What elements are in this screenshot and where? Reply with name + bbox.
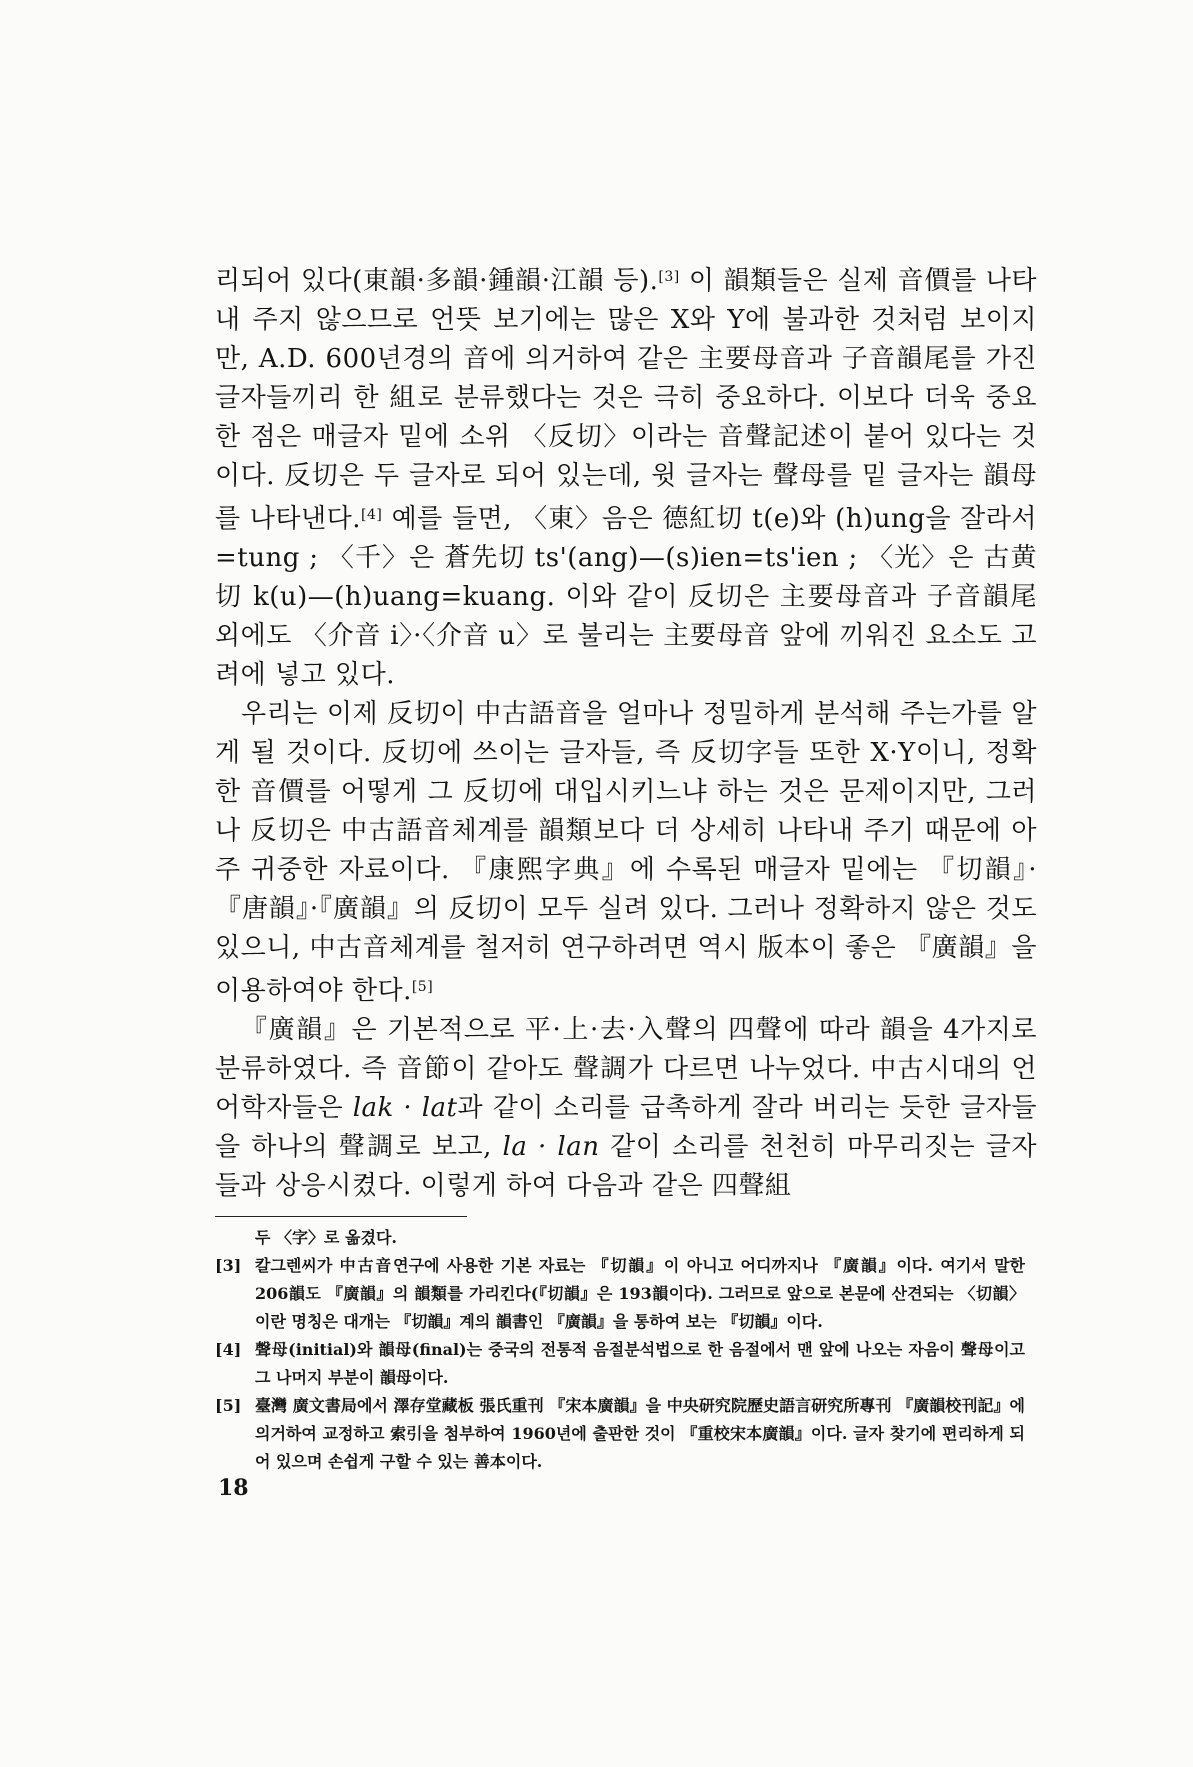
footnote-3 bbox=[215, 1252, 1025, 1336]
paragraph-3-text-c: 같이 소리를 천천히 마무리짓는 글자들과 상응시켰다. 이렇게 하여 다음과 같은 四聲組 bbox=[215, 1132, 1038, 1201]
paragraph-3 bbox=[215, 1011, 1037, 1206]
footnote-mark-3: [3] bbox=[215, 1256, 242, 1275]
footnote-mark-4: [4] bbox=[215, 1340, 242, 1359]
footnote-text-4: 聲母(initial)와 韻母(final)는 중국의 전통적 음절분석법으로 한 음절에서 맨 앞에 나오는 자음이 聲母이고 그 나머지 부분이 韻母이다. bbox=[255, 1340, 1025, 1387]
paragraph-1 bbox=[215, 258, 1037, 695]
paragraph-1-text-a: 리되어 있다(東韻·多韻·鍾韻·江韻 등). bbox=[215, 266, 659, 296]
page-number: 18 bbox=[218, 1475, 249, 1501]
footnote-ref-3: [3] bbox=[658, 269, 680, 285]
footnotes bbox=[215, 1224, 1025, 1476]
paragraph-3-text-a: 『廣韻』은 기본적으로 平·上·去·入聲의 四聲에 따라 韻을 4가지로 분류하였다. 즉 音節이 같아도 聲調가 다르면 나누었다. 中古시대의 언어학자들은 bbox=[215, 1015, 1037, 1123]
example-la-lan: la · lan bbox=[502, 1132, 600, 1162]
footnote-text-5: 臺灣 廣文書局에서 澤存堂藏板 張氏重刊 『宋本廣韻』을 中央研究院歷史語言研究所專刊 『廣韻校刊記』에 의거하여 교정하고 索引을 첨부하여 1960년에 출판한 것이 『重校宋本廣韻』이다. 글자 찾기에 편리하게 되어 있으며 손쉽게 구할 수 있는 善本이다. bbox=[255, 1396, 1025, 1471]
footnote-ref-5: [5] bbox=[411, 979, 434, 995]
footnote-continuation: 두 〈字〉로 옮겼다. bbox=[255, 1228, 397, 1247]
example-lak-lat: lak · lat bbox=[352, 1093, 458, 1123]
footnote-separator bbox=[215, 1216, 467, 1217]
paragraph-2-text: 우리는 이제 反切이 中古語音을 얼마나 정밀하게 분석해 주는가를 알게 될 것이다. 反切에 쓰이는 글자들, 즉 反切字들 또한 X·Y이니, 정확한 音價를 어떻게 그 反切에 대입시키느냐 하는 것은 문제이지만, 그러나 反切은 中古語音체계를 韻類보다 더 상세히 나타내 주기 때문에 아주 귀중한 자료이다. 『康熙字典』에 수록된 매글자 밑에는 『切韻』·『唐韻』·『廣韻』의 反切이 모두 실려 있다. 그러나 정확하지 않은 것도 있으니, 中古音체계를 철저히 연구하려면 역시 版本이 좋은 『廣韻』을 이용하여야 한다. bbox=[215, 699, 1037, 1006]
footnote-4 bbox=[215, 1336, 1025, 1392]
footnote-mark-5: [5] bbox=[215, 1396, 242, 1415]
footnote-text-3: 칼그렌씨가 中古音연구에 사용한 기본 자료는 『切韻』이 아니고 어디까지나 『廣韻』이다. 여기서 말한 206韻도 『廣韻』의 韻類를 가리킨다(『切韻』은 193韻이다). 그러므로 앞으로 본문에 산견되는 〈切韻〉이란 명칭은 대개는 『切韻』계의 韻書인 『廣韻』을 통하여 보는 『切韻』이다. bbox=[255, 1256, 1025, 1331]
paragraph-3-text-b: 과 같이 소리를 급촉하게 잘라 버리는 듯한 글자들을 하나의 聲調로 보고, bbox=[215, 1093, 1037, 1162]
body-text bbox=[215, 258, 1037, 1206]
footnote-5 bbox=[215, 1392, 1025, 1476]
paragraph-2 bbox=[215, 695, 1037, 1011]
paragraph-1-text-c: 예를 들면, 〈東〉음은 德紅切 t(e)와 (h)ung을 잘라서=tung ; 〈千〉은 蒼先切 ts'(ang)—(s)ien=ts'ien ; 〈光〉은 古黄切 k(u)—(h)uang=kuang. 이와 같이 反切은 主要母音과 子音韻尾 외에도 〈介音 i〉·〈介音 u〉로 불리는 主要母音 앞에 끼워진 요소도 고려에 넣고 있다. bbox=[215, 504, 1037, 690]
paragraph-1-text-b: 이 韻類들은 실제 音價를 나타내 주지 않으므로 언뜻 보기에는 많은 X와 Y에 불과한 것처럼 보이지만, A.D. 600년경의 音에 의거하여 같은 主要母音과 子音韻尾를 가진 글자들끼리 한 組로 분류했다는 것은 극히 중요하다. 이보다 더욱 중요한 점은 매글자 밑에 소위 〈反切〉이라는 音聲記述이 붙어 있다는 것이다. 反切은 두 글자로 되어 있는데, 윗 글자는 聲母를 밑 글자는 韻母를 나타낸다. bbox=[215, 266, 1037, 534]
footnote-ref-4: [4] bbox=[361, 507, 383, 523]
